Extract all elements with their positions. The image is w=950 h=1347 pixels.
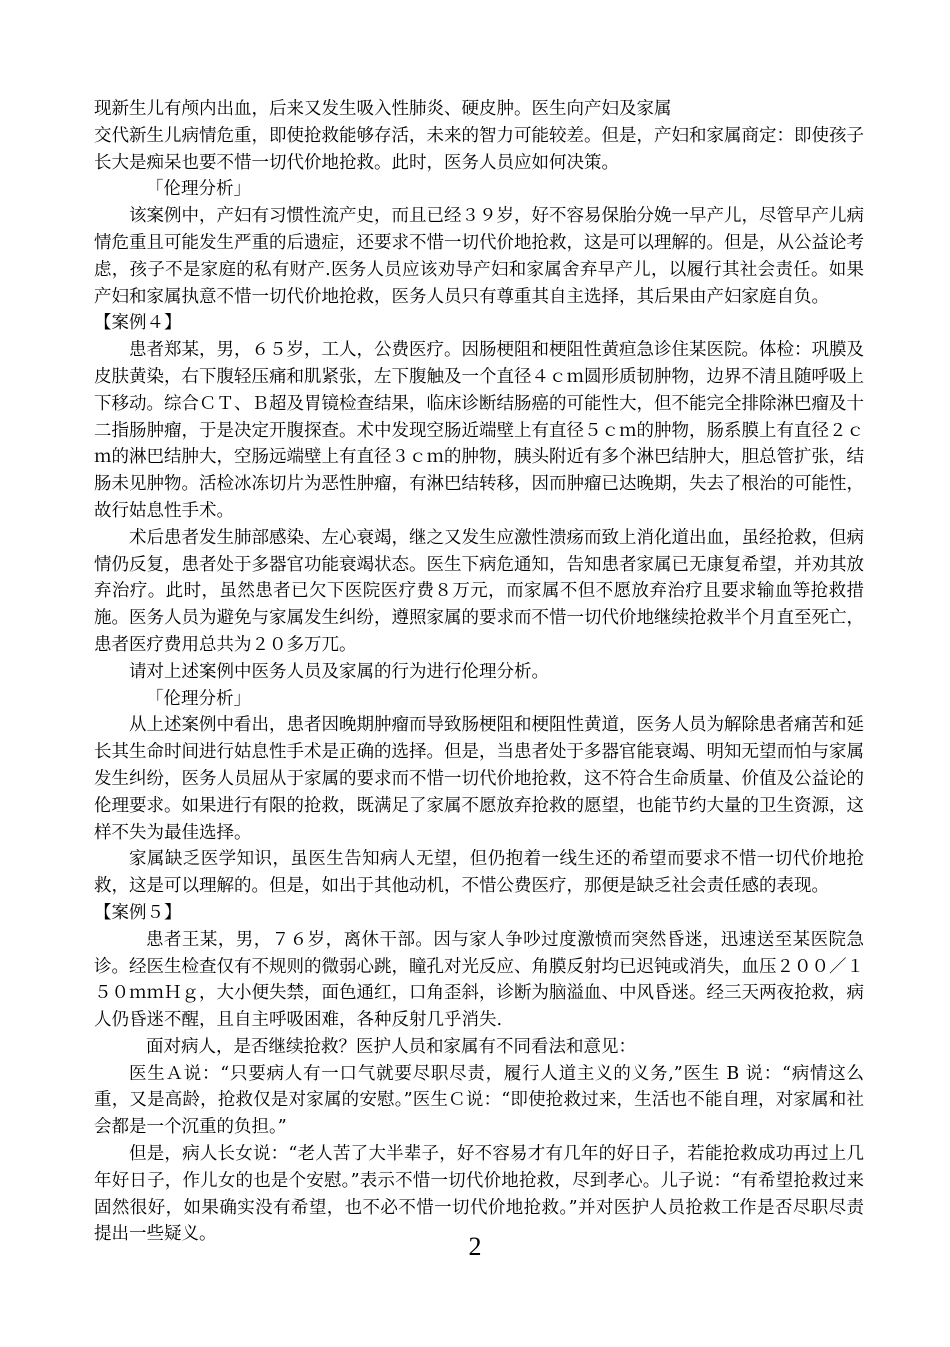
paragraph-continuation: 现新生儿有颅内出血，后来又发生吸入性肺炎、硬皮肿。医生向产妇及家属 bbox=[94, 99, 672, 119]
paragraph: 该案例中，产妇有习惯性流产史，而且已经３９岁，好不容易保胎分娩一早产儿，尽管早产儿病情危重且可能发生严重的后遗症，还要求不惜一切代价地抢救，这是可以理解的。但是，从公益论考虑，孩子不是家庭的私有财产.医务人员应该劝导产妇和家属舍弃早产儿，以履行其社会责任。如果产妇和家属执意不惜一切代价地抢救，医务人员只有尊重其自主选择，其后果由产妇家庭自负。 bbox=[94, 206, 864, 307]
paragraph: 患者王某，男，７６岁，离休干部。因与家人争吵过度激愤而突然昏迷，迅速送至某医院急诊。经医生检查仅有不规则的微弱心跳，瞳孔对光反应、角膜反射均已迟钝或消失，血压２００／１５０ｍｍＨｇ，大小便失禁，面色通红，口角歪斜，诊断为脑溢血、中风昏迷。经三天两夜抢救，病人仍昏迷不醒，且自主呼吸困难，各种反射几乎消失. bbox=[94, 929, 864, 1031]
case-heading-4: 【案例４】 bbox=[94, 313, 182, 334]
paragraph: 但是，病人长女说：“老人苦了大半辈子，好不容易才有几年的好日子，若能抢救成功再过上几年好日子，作儿女的也是个安慰。”表示不惜一切代价地抢救，尽到孝心。儿子说：“有希望抢救过来固然很好，如果确实没有希望，也不必不惜一切代价地抢救。”并对医护人员抢救工作是否尽职尽责提出一些疑义。 bbox=[94, 1144, 864, 1245]
paragraph: 请对上述案例中医务人员及家属的行为进行伦理分析。 bbox=[129, 661, 549, 682]
document-body bbox=[94, 96, 864, 1248]
paragraph: 家属缺乏医学知识，虽医生告知病人无望，但仍抱着一线生还的希望而要求不惜一切代价地抢救，这是可以理解的。但是，如出于其他动机，不惜公费医疗，那便是缺乏社会责任感的表现。 bbox=[94, 849, 864, 897]
paragraph: 面对病人，是否继续抢救？医护人员和家属有不同看法和意见： bbox=[146, 1036, 636, 1057]
paragraph: 患者郑某，男，６５岁，工人，公费医疗。因肠梗阻和梗阻性黄疸急诊住某医院。体检：巩膜及皮肤黄染，右下腹轻压痛和肌紧张，左下腹触及一个直径４ｃｍ圆形质韧肿物，边界不清且随呼吸上下移动。综合ＣＴ、Ｂ超及胃镜检查结果，临床诊断结肠癌的可能性大，但不能完全排除淋巴瘤及十二指肠肿瘤，于是决定开腹探查。术中发现空肠近端壁上有直径５ｃｍ的肿物，肠系膜上有直径２ｃｍ的淋巴结肿大，空肠远端壁上有直径３ｃｍ的肿物，胰头附近有多个淋巴结肿大，胆总管扩张，结肠未见肿物。活检冰冻切片为恶性肿瘤，有淋巴结转移，因而肿瘤已达晚期，失去了根治的可能性，故行姑息性手术。 bbox=[94, 340, 864, 521]
paragraph: 从上述案例中看出，患者因晚期肿瘤而导致肠梗阻和梗阻性黄道，医务人员为解除患者痛苦和延长其生命时间进行姑息性手术是正确的选择。但是，当患者处于多器官能衰竭、明知无望而怕与家属发生纠纷，医务人员屈从于家属的要求而不惜一切代价地抢救，这不符合生命质量、价值及公益论的伦理要求。如果进行有限的抢救，既满足了家属不愿放弃抢救的愿望，也能节约大量的卫生资源，这样不失为最佳选择。 bbox=[94, 715, 864, 843]
case-heading-5: 【案例５】 bbox=[94, 902, 182, 923]
paragraph-continuation: 交代新生儿病情危重，即使抢救能够存活，未来的智力可能较差。但是，产妇和家属商定：即使孩子长大是痴呆也要不惜一切代价地抢救。此时，医务人员应如何决策。 bbox=[94, 125, 864, 173]
section-heading-ethics-analysis: 「伦理分析」 bbox=[146, 179, 251, 200]
section-heading-ethics-analysis: 「伦理分析」 bbox=[146, 688, 251, 709]
page-number: 2 bbox=[468, 1232, 482, 1261]
paragraph: 术后患者发生肺部感染、左心衰竭，继之又发生应激性溃疡而致上消化道出血，虽经抢救，但病情仍反复，患者处于多器官功能衰竭状态。医生下病危通知，告知患者家属已无康复希望，并劝其放弃治疗。此时，虽然患者已欠下医院医疗费８万元，而家属不但不愿放弃治疗且要求输血等抢救措施。医务人员为避免与家属发生纠纷，遵照家属的要求而不惜一切代价地继续抢救半个月直至死亡，患者医疗费用总共为２０多万兀。 bbox=[94, 527, 864, 655]
paragraph: 医生Ａ说：“只要病人有一口气就要尽职尽责，履行人道主义的义务,”医生 B 说：“病情这么重，又是高龄，抢救仅是对家属的安慰。”医生Ｃ说：“即使抢救过来，生活也不能自理，对家属和社会都是一个沉重的负担。” bbox=[94, 1063, 864, 1138]
